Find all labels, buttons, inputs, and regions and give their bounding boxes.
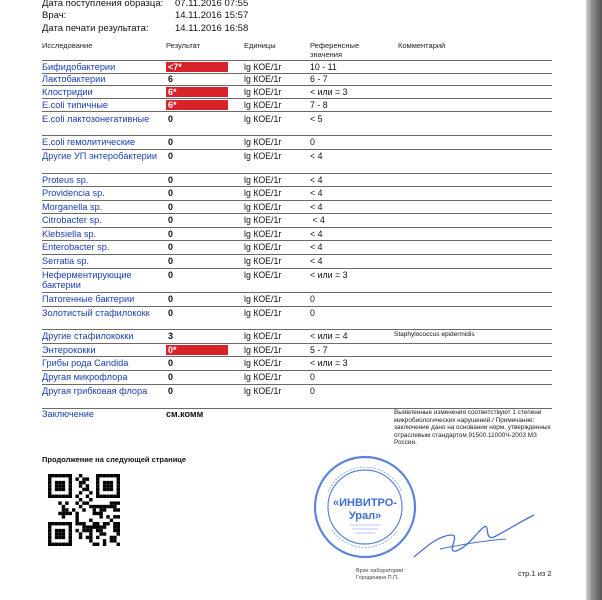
lab-stamp [310,452,420,562]
result-value: 0 [168,358,174,368]
test-name: Клостридии [42,87,93,97]
table-row [42,228,552,241]
reference-value: < 5 [310,114,323,124]
header-label: Дата печати результата: [42,23,149,34]
conclusion-label: Заключение [42,409,95,419]
reference-value: 0 [310,372,315,382]
result-value: 0 [168,294,174,304]
result-value: 0* [166,345,228,355]
unit-value: lg КОЕ/1г [244,308,282,318]
table-row [42,187,552,201]
reference-value: < 4 [310,215,325,225]
test-name: Энтерококки [42,345,96,355]
unit-value: lg КОЕ/1г [244,242,282,252]
col-header-units: Единицы [244,41,276,50]
test-name: Klebsiella sp. [42,229,97,239]
table-row [42,255,552,269]
table-row [42,241,552,255]
unit-value: lg КОЕ/1г [244,229,282,239]
unit-value: lg КОЕ/1г [244,175,282,185]
reference-value: < 4 [310,188,323,198]
header-label: Дата поступления образца: [42,0,164,9]
reference-value: 0 [310,137,315,147]
result-value: 0 [168,372,174,382]
page-number: стр.1 из 2 [518,569,552,578]
qr-code [48,474,120,546]
col-header-comment: Комментарий [398,41,446,50]
reference-value: 0 [310,294,315,304]
table-row [42,214,552,228]
reference-value: 7 - 8 [310,100,328,110]
test-name: Morganella sp. [42,202,103,212]
result-value: 0 [168,229,174,239]
unit-value: lg КОЕ/1г [244,331,282,341]
unit-value: lg КОЕ/1г [244,358,282,368]
unit-value: lg КОЕ/1г [244,372,282,382]
result-value: 0 [168,175,174,185]
header-value: 07.11.2016 07:55 [175,0,249,9]
reference-value: 0 [310,308,315,318]
unit-value: lg КОЕ/1г [244,215,282,225]
reference-value: 5 - 7 [310,345,328,355]
reference-value: 10 - 11 [310,62,337,72]
result-value: 0 [168,256,174,266]
header-label: Врач: [42,10,67,21]
table-row [42,371,552,385]
reference-value: 6 - 7 [310,74,328,84]
doctor-sign-text: Врач лаборатории Городенина П.П. [356,568,404,581]
test-name: Лактобактерии [42,74,106,84]
continued-notice: Продолжение на следующей странице [42,455,187,464]
table-row [42,357,552,371]
reference-value: < 4 [310,229,323,239]
table-row [42,344,552,357]
test-name: Грибы рода Candida [42,358,129,368]
reference-value: < 4 [310,151,323,161]
doctor-signature [410,505,540,565]
test-name: Serratia sp. [42,256,89,266]
test-name: Неферментирующие бактерии [42,270,132,290]
test-name: Другая микрофлора [42,372,128,382]
unit-value: lg КОЕ/1г [244,345,282,355]
result-value: 3 [168,331,174,341]
result-value: 0 [168,137,174,147]
table-row [42,269,552,293]
unit-value: lg КОЕ/1г [244,151,282,161]
test-name: Другие УП энтеробактерии [42,151,158,161]
result-value: 0 [168,202,174,212]
table-row [42,60,552,74]
unit-value: lg КОЕ/1г [244,74,282,84]
unit-value: lg КОЕ/1г [244,114,282,124]
table-row [42,136,552,150]
stamp-text-2: Урал» [348,510,382,522]
result-value: <7* [166,62,228,72]
test-name: Providencia sp. [42,188,105,198]
unit-value: lg КОЕ/1г [244,270,282,280]
reference-value: < или = 3 [310,358,348,368]
result-value: 0 [168,151,174,161]
unit-value: lg КОЕ/1г [244,62,282,72]
unit-value: lg КОЕ/1г [244,100,282,110]
result-value: 6* [166,100,228,110]
table-row [42,201,552,214]
col-header-result: Результат [166,41,201,50]
col-header-reference: Референсные значения [310,41,360,59]
unit-value: lg КОЕ/1г [244,202,282,212]
test-name: Citrobacter sp. [42,215,102,225]
test-name: E.coli лактозонегативные [42,114,150,124]
test-name: Бифидобактерии [42,62,116,72]
unit-value: lg КОЕ/1г [244,137,282,147]
test-name: Другие стафилококки [42,331,134,341]
test-name: Proteus sp. [42,175,89,185]
reference-value: < или = 3 [310,87,348,97]
result-value: 0 [168,386,174,396]
table-row [42,307,552,330]
test-name: E.coli гемолитические [42,137,136,147]
reference-value: < 4 [310,242,323,252]
table-row [42,150,552,174]
result-value: 6 [168,74,174,84]
window-edge-shadow [586,0,602,600]
header-value: 14.11.2016 15:57 [175,10,249,21]
reference-value: 0 [310,386,315,396]
unit-value: lg КОЕ/1г [244,294,282,304]
table-row [42,113,552,136]
test-name: Золотистый стафилококк [42,308,150,318]
result-value: 0 [168,270,174,280]
table-row [42,99,552,112]
test-name: Другая грибковая флора [42,386,148,396]
result-value: 6* [166,87,228,97]
result-value: 0 [168,188,174,198]
result-value: 0 [168,114,174,124]
table-row [42,86,552,99]
conclusion-note: Выявленные изменения соответствуют 1 степени микробиологических нарушений./ Примечание: заключение дано на основании норм, утвержденных отраслевым стандартом 91500.11000Ч-2003 МЗ России. [394,409,551,447]
table-row [42,293,552,307]
header-value: 14.11.2016 16:58 [175,23,249,34]
result-value: 0 [168,308,174,318]
reference-value: < 4 [310,256,323,266]
unit-value: lg КОЕ/1г [244,87,282,97]
unit-value: lg КОЕ/1г [244,188,282,198]
conclusion-value: см.комм [166,409,204,419]
table-row [42,174,552,187]
table-row [42,330,552,344]
result-value: 0 [168,242,174,252]
test-name: E.coli типичные [42,100,109,110]
test-name: Enterobacter sp. [42,242,110,252]
comment-value: Staphylococcus epidermidis [394,331,475,338]
table-row [42,385,552,409]
reference-value: < 4 [310,175,323,185]
reference-value: < 4 [310,202,323,212]
stamp-text-1: «ИНВИТРО- [333,497,397,509]
reference-value: < или = 4 [310,331,348,341]
unit-value: lg КОЕ/1г [244,256,282,266]
col-header-test: Исследование [42,41,93,50]
result-value: 0 [168,215,174,225]
test-name: Патогенные бактерии [42,294,135,304]
reference-value: < или = 3 [310,270,348,280]
unit-value: lg КОЕ/1г [244,386,282,396]
table-row [42,73,552,86]
